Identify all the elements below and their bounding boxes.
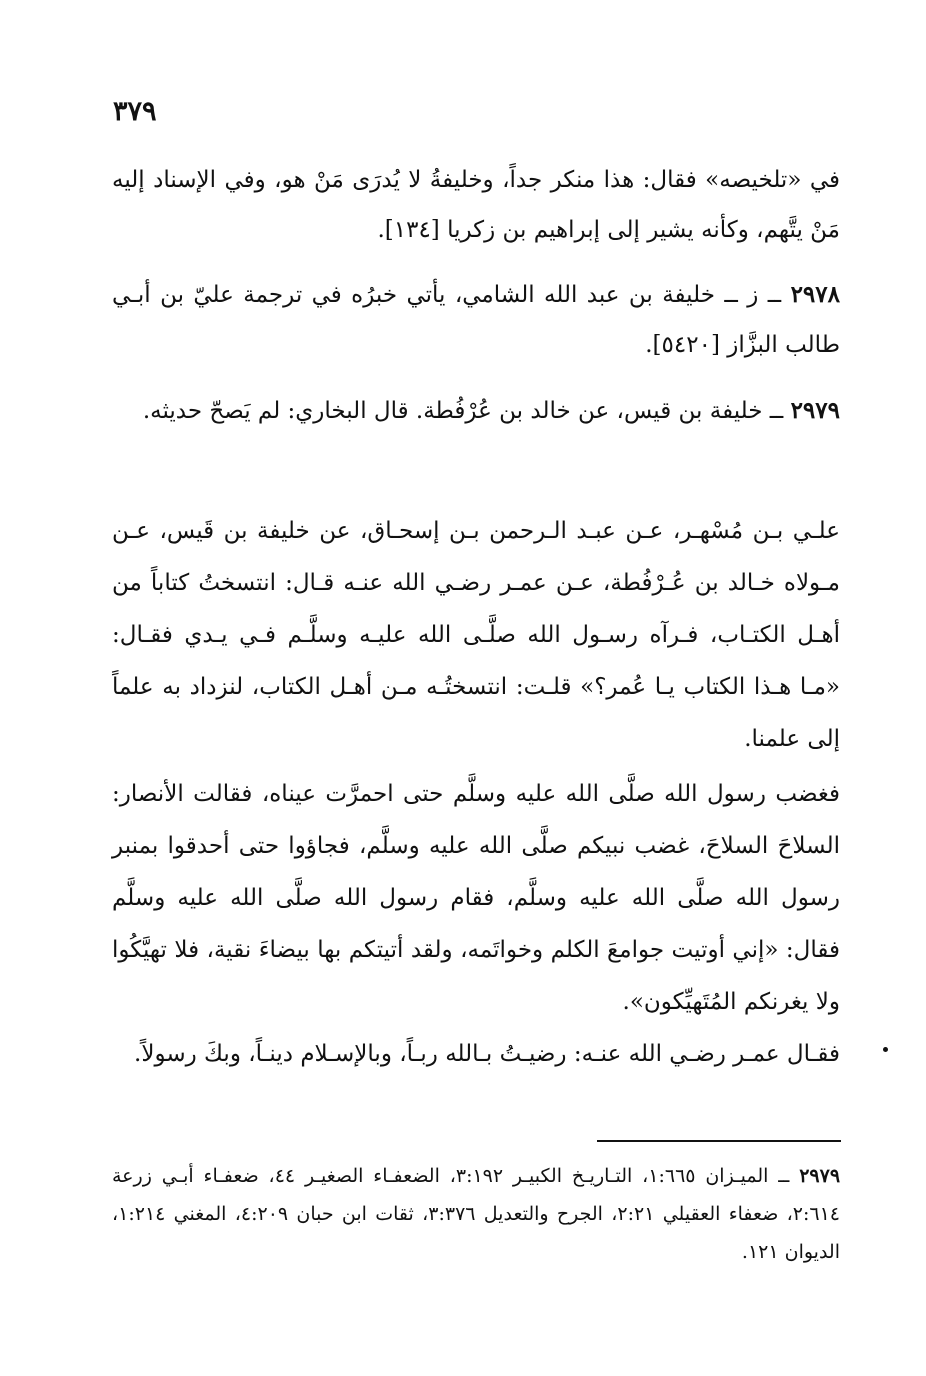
hadith-block-3 bbox=[112, 1028, 840, 1080]
page-number: ٣٧٩ bbox=[113, 96, 157, 127]
paragraph-hadith-end bbox=[112, 1028, 840, 1080]
footnote bbox=[112, 1157, 840, 1271]
footnote-number: ٢٩٧٩ bbox=[799, 1165, 841, 1187]
margin-dot bbox=[883, 1047, 888, 1052]
paragraph-text: فغضب رسول الله صلَّى الله عليه وسلَّم حتى احمرَّت عيناه، فقالت الأنصار: السلاحَ السلاحَ، غضب نبيكم صلَّى الله عليه وسلَّم، فجاؤوا حتى أحدقوا بمنبر رسول الله صلَّى الله عليه وسلَّم، فقام رسول الله صلَّى الله عليه وسلَّم فقال: «إني أوتيت جوامعَ الكلم وخواتَمه، ولقد أتيتكم بها بيضاءَ نقية، فلا تهيَّكُوا ولا يغرنكم المُتَهيِّكون». bbox=[112, 781, 840, 1015]
hadith-block-2 bbox=[112, 768, 840, 1028]
main-text bbox=[112, 155, 840, 255]
paragraph-text: في «تلخيصه» فقال: هذا منكر جداً، وخليفةُ لا يُدرَى مَنْ هو، وفي الإسناد إليه مَنْ يتَّهم، وكأنه يشير إلى إبراهيم بن زكريا [١٣٤]. bbox=[112, 167, 840, 243]
paragraph-text: ــ ز ــ خليفة بن عبد الله الشامي، يأتي خبرُه في ترجمة عليّ بن أبـي طالب البزَّاز [٥٤٢٠]. bbox=[112, 282, 840, 358]
paragraph-hadith-body bbox=[112, 768, 840, 1028]
paragraph-text: علـي بـن مُسْهـر، عـن عبـد الـرحمن بـن إسحـاق، عن خليفة بن قَيس، عـن مـولاه خـالد بن عُـرْفُطة، عـن عمـر رضـي الله عنـه قـال: انتسختُ كتاباً من أهـل الكتـاب، فـرآه رسـول الله صلَّـى الله عليـه وسلَّـم فـي يـدي فقـال: «مـا هـذا الكتاب يـا عُمر؟» قلـت: انتسختُـه مـن أهـل الكتاب، لنزداد به علماً إلى علمنا. bbox=[112, 518, 840, 752]
entry-number: ٢٩٧٩ bbox=[790, 397, 840, 424]
paragraph-continuation bbox=[112, 155, 840, 255]
footnote-text: ــ الميـزان ١:٦٦٥، التـاريـخ الكبيـر ٣:١٩٢، الضعفـاء الصغيـر ٤٤، ضعفـاء أبـي زرعة ٢:٦١٤، ضعفاء العقيلي ٢:٢١، الجرح والتعديل ٣:٣٧٦، ثقات ابن حبان ٤:٢٠٩، المغني ١:٢١٤، الديوان ١٢١. bbox=[112, 1165, 841, 1263]
footnote-divider bbox=[597, 1140, 841, 1142]
paragraph-hadith-chain bbox=[112, 505, 840, 765]
paragraph-entry-2978 bbox=[112, 270, 840, 370]
paragraph-text: ــ خليفة بن قيس، عن خالد بن عُرْفُطة. قال البخاري: لم يَصحّ حديثه. bbox=[142, 398, 791, 424]
hadith-block-1 bbox=[112, 505, 840, 765]
entry-number: ٢٩٧٨ bbox=[790, 281, 840, 308]
entry-2979 bbox=[112, 386, 840, 436]
entry-2978 bbox=[112, 270, 840, 370]
paragraph-text: فقـال عمـر رضـي الله عنـه: رضيـتُ بـالله ربـاً، وبالإسـلام دينـاً، وبكَ رسولاً. bbox=[134, 1041, 840, 1067]
paragraph-entry-2979 bbox=[112, 386, 840, 436]
